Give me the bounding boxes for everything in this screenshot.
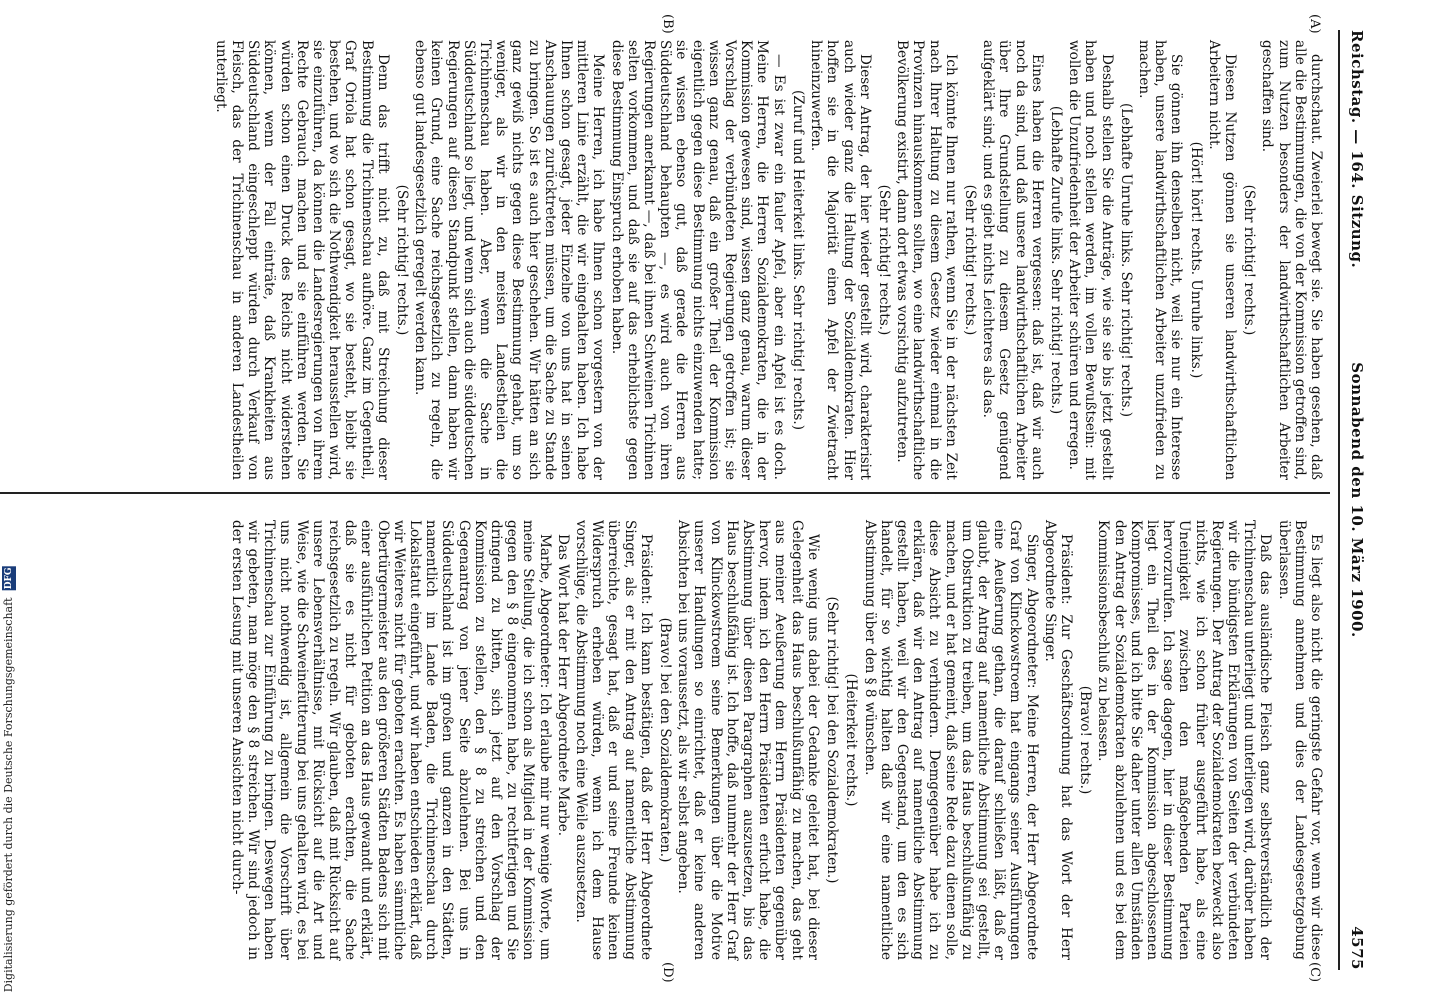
right-column-paragraph: (Sehr richtig! bei den Sozialdemokraten.) (824, 596, 841, 884)
left-column-paragraph: (Sehr richtig! rechts.) (394, 184, 411, 336)
left-column-paragraph: Diesen Nutzen gönnen sie unseren landwirthschaftlichen Arbeitern nicht. (1205, 40, 1238, 480)
left-column-paragraph: Deshalb stellen Sie die Anträge, wie sie sie bis jetzt gestellt haben und noch stellen werden, im vollen Bewußtsein: mit wollen die Unzufriedenheit der Arbeiter schüren und erregen. (1066, 40, 1115, 480)
digitization-credit (2, 566, 16, 992)
right-column-paragraph: Es liegt also nicht die geringste Gefahr vor, wenn wir diese Bestimmung annehmen und dies der Landesgesetzgebung überlassen. (1275, 520, 1324, 960)
right-column-paragraph: Das Wort hat der Herr Abgeordnete Marbe. (554, 534, 571, 837)
left-column-paragraph: Denn das trifft nicht zu, daß mit Streichung dieser Bestimmung die Trichinenschau aufhöre. Ganz im Gegentheil, Graf Oriola hat schon gesagt, wo sie besteht, bleibt sie bestehen, und wo sich die Nothwendigkeit herausstellen wird, sie einzuführen, da können die Landesregierungen von ihrem Rechte Gebrauch machen und sie einführen werden. Sie würden schon einen Druck des Reichs nicht widerstehen können, wenn der Fall einträte, daß Krankheiten aus Süddeutschland eingeschleppt würden durch Verkauf von Fleisch, das der Trichinenschau in anderen Landestheilen unterliegt. (212, 40, 391, 480)
left-column-paragraph: (Sehr richtig! rechts.) (961, 184, 978, 336)
right-column-paragraph: (Heiterkeit rechts.) (843, 673, 860, 807)
left-column-paragraph: Dieser Antrag, der hier wieder gestellt wird, charakterisirt auch wieder ganz die Haltung der Sozialdemokraten. Hier hoffen sie in die Majorität einen Apfel der Zwietracht hineinzuwerfen. (808, 40, 873, 480)
left-column-paragraph: Meine Herren, ich habe Ihnen schon vorgestern von der mittleren Linie erzählt, die wir eingehalten haben. Ich habe Ihnen schon gesagt, jeder Einzelne von uns hat in seinen Anschauungen zurücktreten müssen, um die Sache zu Stande zu bringen. So ist es auch hier geschehen. Wir hätten an sich ganz gewiß nichts gegen diese Bestimmung gehabt, um so weniger, als wir in den meisten Landestheilen die Trichinenschau haben. Aber, wenn die Sache in Süddeutschland so liegt, und wenn sich auch die süddeutschen Regierungen auf diesen Standpunkt stellen, dann haben wir keinen Grund, eine Sache reichsgesetzlich zu regeln, die ebenso gut landesgesetzlich geregelt werden kann. (412, 40, 607, 480)
right-column-paragraph: Daß das ausländische Fleisch ganz selbstverständlich der Trichinenschau unterliegt und unterliegen wird, darüber haben wir die bündigsten Erklärungen von Seiten der verbündeten Regierungen. Der Antrag der Sozialdemokraten bezweckt also nichts, wie ich schon früher ausgeführt habe, als eine Uneinigkeit zwischen den maßgebenden Parteien hervorzurufen. Ich sage dagegen, hier in dieser Bestimmung liegt ein Theil des in der Kommission abgeschlossenen Kompromisses, und ich bitte Sie daher unter allen Umständen den Antrag der Sozialdemokraten abzulehnen und es bei dem Kommissionsbeschluß zu belassen. (1095, 520, 1274, 960)
margin-mark-d: (D) (660, 962, 675, 983)
page-number: 4575 (1348, 926, 1366, 970)
left-column-paragraph: — Es ist zwar ein fauler Apfel, aber ein Apfel ist es doch. Meine Herren, die Herren Sozialdemokraten, die in der Kommission gewesen sind, wissen ganz genau, warum dieser Vorschlag der verbündeten Regierungen getroffen ist; sie wissen ganz genau, daß ein großer Theil der Kommission eigentlich gegen diese Bestimmung nichts einzuwenden hatte; sie wissen ebenso gut, daß gerade die Herren aus Süddeutschland behaupten —, es wird auch von ihren Regierungen anerkannt —, daß bei ihnen Schweinen Trichinen selten vorkommen, und daß sie auf das erheblichste gegen diese Bestimmung Einspruch erhoben haben. (608, 40, 787, 480)
left-column-paragraph: Eines haben die Herren vergessen: daß ist, daß wir auch noch da sind, und daß unsere landwirthschaftlichen Arbeiter über Ihre Grundstellung zu diesem Gesetz genügend aufgeklärt sind; und es giebt nichts Leichteres als das. (980, 40, 1045, 480)
margin-mark-b: (B) (660, 14, 675, 34)
right-column-paragraph: Wie wenig uns dabei der Gedanke geleitet hat, bei dieser Gelegenheit das Haus beschlußunfähig zu machen, das geht aus meiner Aeußerung dem Herrn Präsidenten gegenüber hervor, indem ich den Herrn Präsidenten erfucht habe, die Abstimmung über diesen Paragraphen auszusetzen, bis das Haus beschlußfähig ist. Ich hoffe, daß nunmehr der Herr Graf von Klinckowstroem seine Bemerkungen über die Motive unserer Handlungen so einrichtet, daß er keine anderen Absichten bei uns voraussetzt, als wir selbst angeben. (675, 520, 821, 960)
left-column-paragraph: (Sehr richtig! rechts.) (1241, 184, 1258, 336)
page-header (1340, 30, 1366, 970)
column-divider (0, 492, 1330, 494)
left-column-paragraph: (Hört! hört! rechts. Unruhe links.) (1187, 141, 1204, 379)
left-column-paragraph: (Zuruf und Heiterkeit links. Sehr richtig! rechts.) (789, 89, 806, 431)
left-column-paragraph: (Lebhafte Unruhe links. Sehr richtig! rechts.) (1117, 102, 1134, 418)
left-column-paragraph: durchschaut. Zweierlei bewegt sie. Sie haben gesehen, daß alle die Bestimmungen, die von der Kommission getroffen sind, zum Nutzen besonders der landwirthschaftlichen Arbeiter geschaffen sind. (1259, 40, 1324, 480)
credit-text: Digitalisierung gefördert durch die Deutsche Forschungsgemeinschaft (2, 597, 15, 992)
dfg-logo: DFG (4, 566, 14, 589)
left-column (211, 40, 1324, 480)
margin-mark-c: (C) (1307, 962, 1322, 983)
left-column-paragraph: (Sehr richtig! rechts.) (875, 184, 892, 336)
header-left: Reichstag. — 164. Sitzung. (1348, 30, 1366, 269)
right-column-paragraph: Marbe, Abgeordneter: Ich erlaube mir nur wenige Worte, um meine Stellung, die ich schon als Mitglied in der Kommission gegen den § 8 eingenommen habe, zu rechtfertigen und Sie dringend zu bitten, sich jetzt auf den Vorschlag der Kommission zu stellen, den § 8 zu streichen und den Gegenantrag von jener Seite abzulehnen. Bei uns in Süddeutschland ist im großen und ganzen in den Städten, namentlich im Lande Baden, die Trichinenschau durch Lokalstatut eingeführt, und wir haben entschieden erklärt, daß wir Weiteres nicht für geboten erachten. Es haben sämmtliche Obertürgermeister aus den größeren Städten Badens sich mit einer ausführlichen Petition an das Haus gewandt und erklärt, daß sie es nicht für geboten erachten, die Sache reichsgesetzlich zu regeln. Wir glauben, daß mit Rücksicht auf unsere Lebensverhältnisse, mit Rücksicht auf die Art und Weise, wie die Schweinefütterung bei uns gehalten wird, es bei uns nicht nothwendig ist, allgemein die Vorschrift über Trichinenschau zur Einführung zu bringen. Deswegen haben wir gebeten, man möge den § 8 streichen. Wir sind jedoch in der ersten Lesung mit unseren Ansichten nicht durch- (228, 520, 553, 960)
left-column-paragraph: Ich könnte Ihnen nur rathen, wenn Sie in der nächsten Zeit nach Ihrer Haltung zu diesem Gesetz wieder einmal in die Provinzen hinauskommen sollten, wo eine landwirthschaftliche Bevölkerung existirt, dann dort etwas vorsichtig aufzutreten. (894, 40, 959, 480)
header-rule (1338, 30, 1340, 970)
right-column (227, 520, 1324, 960)
right-column-paragraph: (Bravo! bei den Sozialdemokraten.) (657, 617, 674, 863)
right-column-paragraph: Präsident: Zur Geschäftsordnung hat das Wort der Herr Abgeordnete Singer. (1041, 520, 1074, 960)
right-column-paragraph: Singer, Abgeordneter: Meine Herren, der Herr Abgeordnete Graf von Klinckowstroem hat eingangs seiner Ausführungen eine Aeußerung gethan, die darauf schließen läßt, daß er glaubt, der Antrag auf namentliche Abstimmung sei gestellt, um Obstruktion zu treiben, um das Haus beschlußunfähig zu machen, und er hat gemeint, daß seine Rede dazu dienen solle, diese Absicht zu verhindern. Demgegenüber habe ich zu erklären, daß wir den Antrag auf namentliche Abstimmung gestellt haben, weil wir den Gegenstand, um den es sich handelt, für so wichtig halten daß wir eine namentliche Abstimmung über den § 8 wünschen. (861, 520, 1040, 960)
right-column-paragraph: (Bravo! rechts.) (1077, 685, 1094, 795)
right-column-paragraph: Präsident: Ich kann bestätigen, daß der Herr Abgeordnete Singer, als er mit den Antrag auf namentliche Abstimmung überreichte, gesagt hat, daß er und seine Freunde keinen Widerspruch erheben würden, wenn ich dem Hause vorschlüge, die Abstimmung noch eine Weile auszusetzen. (573, 520, 654, 960)
margin-mark-a: (A) (1307, 14, 1322, 34)
left-column-paragraph: Sie gönnen ihn denselben nicht, weil sie nur ein Interesse haben, unsere landwirthschaftlichen Arbeiter unzufrieden zu machen. (1135, 40, 1185, 480)
header-date: Sonnabend den 10. März 1900. (1348, 362, 1366, 638)
left-column-paragraph: (Lebhafte Zurufe links. Sehr richtig! rechts.) (1047, 105, 1064, 415)
